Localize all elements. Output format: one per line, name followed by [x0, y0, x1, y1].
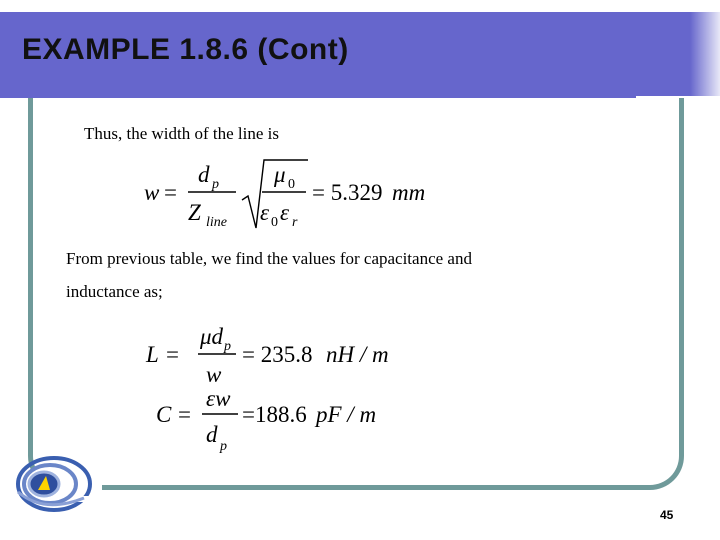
inductance-equation [140, 322, 420, 386]
eq-w-num-sub: p [212, 177, 219, 192]
eq-w-den: Z [188, 200, 201, 225]
eq-w-den-sub: line [206, 215, 227, 230]
eq-L-equals: = [166, 342, 179, 367]
eq-w-unit: mm [392, 180, 426, 205]
eq-w-sqrt-num: μ [274, 162, 286, 187]
body-text-line-3: inductance as; [66, 282, 163, 301]
eq-C-den: d [206, 422, 218, 447]
eq-C-num: εw [206, 386, 231, 411]
eq-C-lhs: C [156, 402, 172, 427]
eq-w-equals: = [164, 180, 177, 205]
eq-C-result: =188.6 [242, 402, 307, 427]
logo-swirl-icon [14, 452, 106, 514]
eq-L-unit: nH / m [326, 342, 389, 367]
capacitance-equation [150, 384, 420, 456]
title-bar-fade [690, 12, 720, 96]
eq-C-den-sub: p [220, 439, 227, 454]
width-equation [140, 152, 450, 234]
eq-w-sqrt-num-sub: 0 [288, 177, 295, 192]
eq-L-den: w [206, 362, 222, 386]
eq-w-sqrt-den-sub-r: r [292, 215, 298, 230]
body-text-line-2: From previous table, we find the values for capacitance and [66, 249, 472, 268]
eq-w-sqrt-den-sub0: 0 [271, 215, 278, 230]
eq-w-lhs: w [144, 180, 160, 205]
eq-w-sqrt-den2: ε [280, 200, 290, 225]
eq-L-num: μd [200, 324, 224, 349]
body-text-line-1: Thus, the width of the line is [84, 124, 280, 143]
eq-L-lhs: L [146, 342, 159, 367]
eq-w-sqrt-den: ε [260, 200, 270, 225]
slide-title: EXAMPLE 1.8.6 (Cont) [22, 33, 349, 66]
eq-w-result: = 5.329 [312, 180, 383, 205]
eq-L-num-sub: p [224, 339, 231, 354]
eq-C-unit: pF / m [316, 402, 377, 427]
eq-L-result: = 235.8 [242, 342, 313, 367]
eq-w-num: d [198, 162, 210, 187]
page-number: 45 [660, 508, 674, 522]
eq-C-equals: = [178, 402, 191, 427]
